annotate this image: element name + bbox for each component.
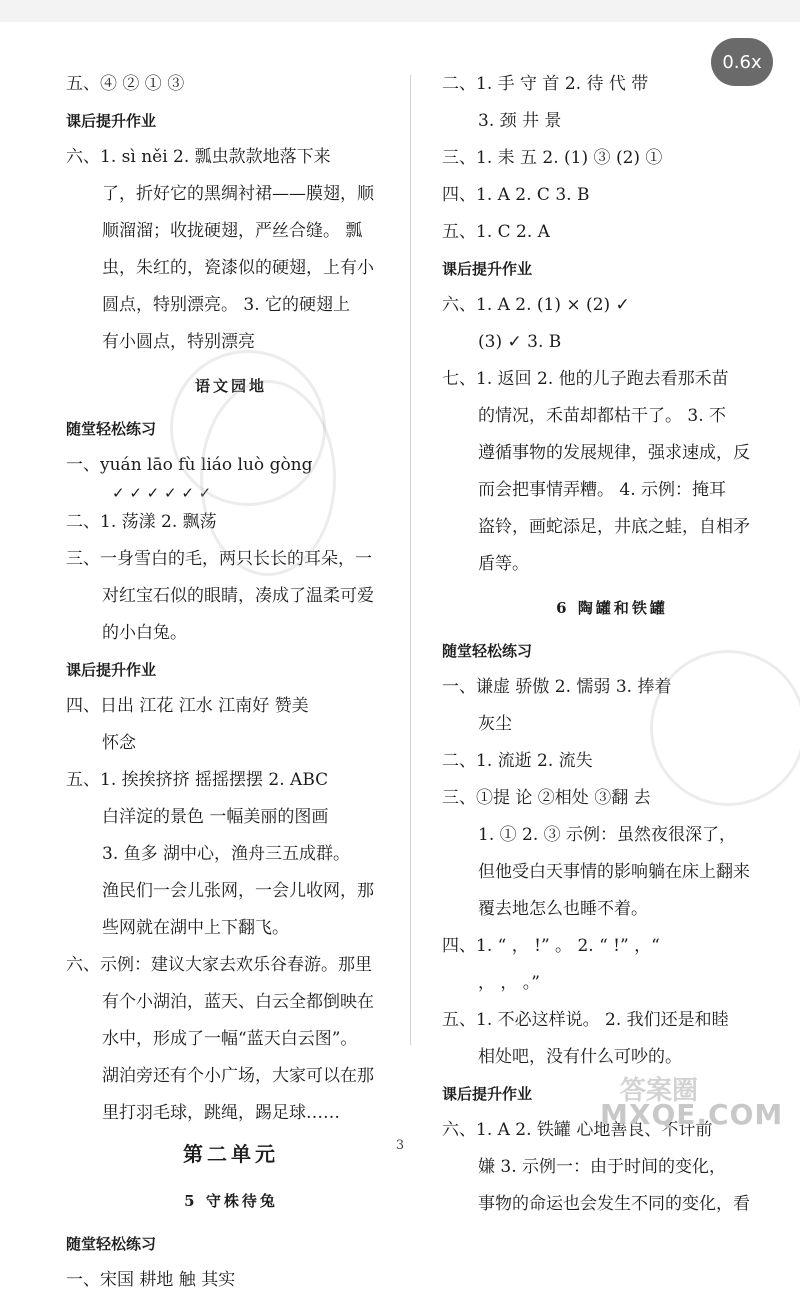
- section-heading: 随堂轻松练习: [66, 1235, 157, 1253]
- check-marks: ✓ ✓ ✓ ✓ ✓ ✓: [112, 484, 212, 502]
- answer-line: 些网就在湖中上下翻飞。: [102, 918, 289, 938]
- answer-line: ， ， 。”: [478, 973, 540, 993]
- page-top-bar: [0, 0, 800, 22]
- answer-line: 渔民们一会儿张网，一会儿收网，那: [102, 881, 374, 901]
- answer-line: 四、1. A 2. C 3. B: [442, 185, 590, 205]
- answer-line: 有个小湖泊，蓝天、白云全都倒映在: [102, 992, 374, 1012]
- section-heading: 课后提升作业: [66, 112, 157, 130]
- answer-line: (3) ✓ 3. B: [478, 332, 562, 352]
- answer-line: 五、1. 不必这样说。 2. 我们还是和睦: [442, 1010, 729, 1030]
- answer-line: 灰尘: [478, 714, 512, 734]
- column-divider: [410, 75, 411, 1045]
- answer-line: 遵循事物的发展规律，强求速成，反: [478, 443, 750, 463]
- answer-line: 3. 颈 井 景: [478, 111, 562, 131]
- left-column: [66, 66, 396, 1299]
- answer-line: 六、1. sì něi 2. 瓢虫款款地落下来: [66, 147, 331, 167]
- watermark-logo: 答案圈: [620, 1076, 699, 1106]
- watermark-stamp: [650, 650, 800, 806]
- answer-line: 六、1. A 2. (1) × (2) ✓: [442, 295, 630, 315]
- answer-line: 顺溜溜；收拢硬翅，严丝合缝。 瓢: [102, 221, 363, 241]
- answer-line: 了，折好它的黑绸衬裙——膜翅，顺: [102, 184, 374, 204]
- answer-line: 二、1. 手 守 首 2. 待 代 带: [442, 74, 649, 94]
- answer-line: 但他受白天事情的影响躺在床上翻来: [478, 862, 750, 882]
- answer-line: 五、④ ② ① ③: [66, 74, 185, 94]
- answer-line: 盗铃，画蛇添足，井底之蛙，自相矛: [478, 517, 750, 537]
- answer-line: 3. 鱼多 湖中心，渔舟三五成群。: [102, 844, 351, 864]
- answer-line: 三、一身雪白的毛，两只长长的耳朵，一: [66, 549, 372, 569]
- answer-line: 一、谦虚 骄傲 2. 懦弱 3. 捧着: [442, 677, 672, 697]
- unit-title: 第二单元: [183, 1142, 279, 1166]
- answer-line: 五、1. 挨挨挤挤 摇摇摆摆 2. ABC: [66, 770, 329, 790]
- answer-line: 四、日出 江花 江水 江南好 赞美: [66, 696, 309, 716]
- answer-line: 里打羽毛球，跳绳，踢足球……: [102, 1103, 340, 1123]
- answer-line: 六、示例：建议大家去欢乐谷春游。那里: [66, 955, 372, 975]
- answer-line: 一、yuán lāo fù liáo luò gòng: [66, 455, 313, 475]
- answer-line: 对红宝石似的眼睛，凑成了温柔可爱: [102, 586, 374, 606]
- answer-line: 的情况，禾苗却都枯干了。 3. 不: [478, 406, 727, 426]
- lesson-title: 6 陶罐和铁罐: [556, 599, 668, 617]
- answer-line: 一、宋国 耕地 触 其实: [66, 1270, 236, 1290]
- page-number: 3: [395, 1138, 405, 1153]
- section-heading: 课后提升作业: [442, 260, 533, 278]
- section-heading: 随堂轻松练习: [442, 642, 533, 660]
- answer-line: 1. ① 2. ③ 示例：虽然夜很深了，: [478, 825, 737, 845]
- answer-line: 二、1. 荡漾 2. 飘荡: [66, 512, 217, 532]
- right-column: [442, 66, 782, 1223]
- answer-line: 五、1. C 2. A: [442, 222, 550, 242]
- answer-line: 三、1. 耒 五 2. (1) ③ (2) ①: [442, 148, 663, 168]
- answer-line: 相处吧，没有什么可吵的。: [478, 1047, 682, 1067]
- lesson-title: 语文园地: [194, 377, 267, 395]
- answer-line: 覆去地怎么也睡不着。: [478, 899, 648, 919]
- answer-line: 虫，朱红的，瓷漆似的硬翅，上有小: [102, 258, 374, 278]
- answer-line: 水中，形成了一幅“蓝天白云图”。: [102, 1029, 358, 1049]
- answer-line: 事物的命运也会发生不同的变化，看: [478, 1194, 750, 1214]
- answer-line: 四、1. “ ， !” 。 2. “ !” ，“: [442, 936, 660, 956]
- answer-line: 湖泊旁还有个小广场，大家可以在那: [102, 1066, 374, 1086]
- answer-line: 嫌 3. 示例一：由于时间的变化，: [478, 1157, 727, 1177]
- answer-line: 七、1. 返回 2. 他的儿子跑去看那禾苗: [442, 369, 729, 389]
- section-heading: 课后提升作业: [66, 661, 157, 679]
- watermark-stamp: [200, 380, 336, 576]
- zoom-level-label: 0.6x: [722, 51, 762, 73]
- answer-line: 盾等。: [478, 554, 529, 574]
- answer-line: 怀念: [102, 733, 136, 753]
- answer-line: 圆点，特别漂亮。 3. 它的硬翅上: [102, 295, 351, 315]
- answer-line: 的小白兔。: [102, 623, 187, 643]
- section-heading: 课后提升作业: [442, 1085, 533, 1103]
- answer-line: 六、1. A 2. 铁罐 心地善良、不计前: [442, 1120, 713, 1140]
- answer-line: 二、1. 流逝 2. 流失: [442, 751, 593, 771]
- answer-line: 有小圆点，特别漂亮: [102, 332, 255, 352]
- watermark-text: MXQE.COM: [600, 1098, 784, 1131]
- answer-line: 三、①提 论 ②相处 ③翻 去: [442, 788, 651, 808]
- section-heading: 随堂轻松练习: [66, 420, 157, 438]
- answer-line: 白洋淀的景色 一幅美丽的图画: [102, 807, 329, 827]
- lesson-title: 5 守株待兔: [184, 1192, 278, 1210]
- answer-line: 而会把事情弄糟。 4. 示例：掩耳: [478, 480, 727, 500]
